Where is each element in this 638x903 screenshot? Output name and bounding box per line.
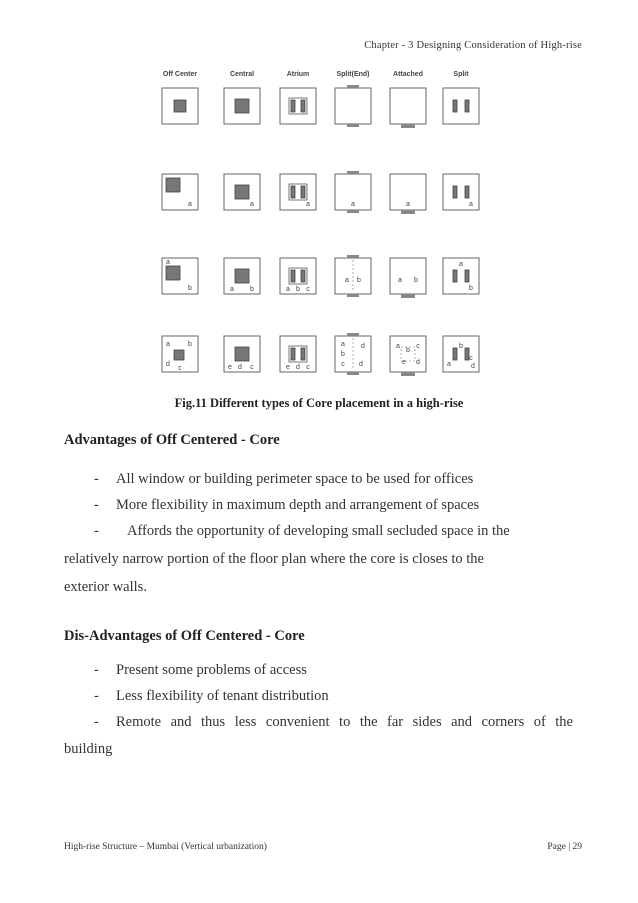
space-label: a <box>306 201 310 208</box>
bullet-dash: - <box>94 471 99 487</box>
space-label: d <box>166 361 170 368</box>
list-item <box>94 497 479 514</box>
figure-column-header: Off Center <box>162 71 198 78</box>
paragraph-continuation: relatively narrow portion of the floor plan where the core is closes to the <box>64 551 484 567</box>
space-label: a <box>447 361 451 368</box>
core-block <box>174 350 184 360</box>
attached-core-tab <box>347 124 359 127</box>
space-label: a <box>406 201 410 208</box>
core-block <box>453 100 457 112</box>
core-block <box>291 100 295 112</box>
space-label: a <box>188 201 192 208</box>
running-header: Chapter - 3 Designing Consideration of High-rise <box>364 40 582 51</box>
core-block <box>235 347 249 361</box>
space-label: b <box>406 347 410 354</box>
space-label: d <box>296 364 300 371</box>
advantages-heading: Advantages of Off Centered - Core <box>64 432 280 448</box>
core-block <box>465 100 469 112</box>
list-item-text: All window or building perimeter space to be used for offices <box>116 471 474 487</box>
floor-plate <box>280 174 316 210</box>
floor-plate <box>390 336 426 372</box>
core-block <box>453 270 457 282</box>
list-item-text: More flexibility in maximum depth and arrangement of spaces <box>116 497 480 513</box>
bullet-dash: - <box>94 714 99 730</box>
space-label: e <box>286 364 290 371</box>
floor-plate <box>443 88 479 124</box>
space-label: a <box>341 341 345 348</box>
attached-core-tab <box>401 210 415 214</box>
attached-core-tab <box>401 124 415 128</box>
bullet-dash: - <box>94 523 99 539</box>
core-block <box>301 100 305 112</box>
space-label: b <box>296 286 300 293</box>
figure-column-header: Split(End) <box>336 71 370 78</box>
space-label: a <box>345 277 349 284</box>
list-item <box>94 523 510 540</box>
space-label: d <box>361 343 365 350</box>
floor-plate <box>390 258 426 294</box>
space-label: b <box>188 341 192 348</box>
list-item <box>94 714 573 731</box>
core-block <box>291 186 295 198</box>
figure-column-header: Central <box>229 71 255 78</box>
core-block <box>301 348 305 360</box>
space-label: a <box>286 286 290 293</box>
list-item-text: Less flexibility of tenant distribution <box>116 688 329 704</box>
space-label: b <box>469 285 473 292</box>
list-item <box>94 662 307 679</box>
attached-core-tab <box>347 294 359 297</box>
list-item <box>94 471 473 488</box>
core-block <box>166 266 180 280</box>
bullet-dash: - <box>94 497 99 513</box>
attached-core-tab <box>401 294 415 298</box>
space-label: e <box>402 359 406 366</box>
core-block <box>291 270 295 282</box>
attached-core-tab <box>401 372 415 376</box>
space-label: a <box>351 201 355 208</box>
space-label: d <box>416 359 420 366</box>
list-item-text: Remote and thus less convenient to the far sides and corners of the <box>116 714 573 730</box>
space-label: a <box>396 343 400 350</box>
figure-column-header: Split <box>453 71 469 78</box>
space-label: a <box>469 201 473 208</box>
floor-plate <box>335 88 371 124</box>
attached-core-tab <box>347 255 359 258</box>
space-label: d <box>238 364 242 371</box>
space-label: c <box>306 364 310 371</box>
floor-plate <box>443 174 479 210</box>
bullet-dash: - <box>94 662 99 678</box>
page-number: Page | 29 <box>547 842 582 852</box>
attached-core-tab <box>347 85 359 88</box>
core-block <box>453 348 457 360</box>
core-block <box>235 185 249 199</box>
list-item <box>94 688 329 705</box>
paragraph-continuation: exterior walls. <box>64 579 147 595</box>
attached-core-tab <box>347 171 359 174</box>
core-block <box>465 270 469 282</box>
space-label: c <box>341 361 345 368</box>
list-item-text: Present some problems of access <box>116 662 307 678</box>
space-label: b <box>188 285 192 292</box>
space-label: c <box>178 365 182 372</box>
attached-core-tab <box>347 333 359 336</box>
space-label: b <box>357 277 361 284</box>
figure-caption: Fig.11 Different types of Core placement in a high-rise <box>174 396 464 410</box>
core-block <box>166 178 180 192</box>
space-label: a <box>166 259 170 266</box>
space-label: a <box>459 261 463 268</box>
figure-column-header: Attached <box>393 71 423 78</box>
floor-plate <box>390 88 426 124</box>
space-label: c <box>469 355 473 362</box>
space-label: c <box>250 364 254 371</box>
space-label: d <box>471 363 475 370</box>
core-block <box>465 186 469 198</box>
space-label: a <box>230 286 234 293</box>
space-label: c <box>306 286 310 293</box>
space-label: b <box>341 351 345 358</box>
core-block <box>235 99 249 113</box>
core-block <box>291 348 295 360</box>
core-block <box>453 186 457 198</box>
core-block <box>174 100 186 112</box>
space-label: a <box>398 277 402 284</box>
footer-title: High-rise Structure – Mumbai (Vertical urbanization) <box>64 842 267 852</box>
core-placement-figure <box>150 64 480 382</box>
space-label: c <box>416 343 420 350</box>
figure-column-header: Atrium <box>286 71 310 78</box>
space-label: e <box>228 364 232 371</box>
bullet-dash: - <box>94 688 99 704</box>
space-label: b <box>459 343 463 350</box>
core-block <box>301 186 305 198</box>
space-label: b <box>250 286 254 293</box>
space-label: a <box>250 201 254 208</box>
disadvantages-heading: Dis-Advantages of Off Centered - Core <box>64 628 305 644</box>
space-label: d <box>359 361 363 368</box>
core-block <box>301 270 305 282</box>
attached-core-tab <box>347 210 359 213</box>
core-block <box>235 269 249 283</box>
floor-plate <box>280 88 316 124</box>
list-item-text: Affords the opportunity of developing small secluded space in the <box>127 523 510 539</box>
paragraph-continuation: building <box>64 741 113 757</box>
attached-core-tab <box>347 372 359 375</box>
space-label: a <box>166 341 170 348</box>
space-label: b <box>414 277 418 284</box>
